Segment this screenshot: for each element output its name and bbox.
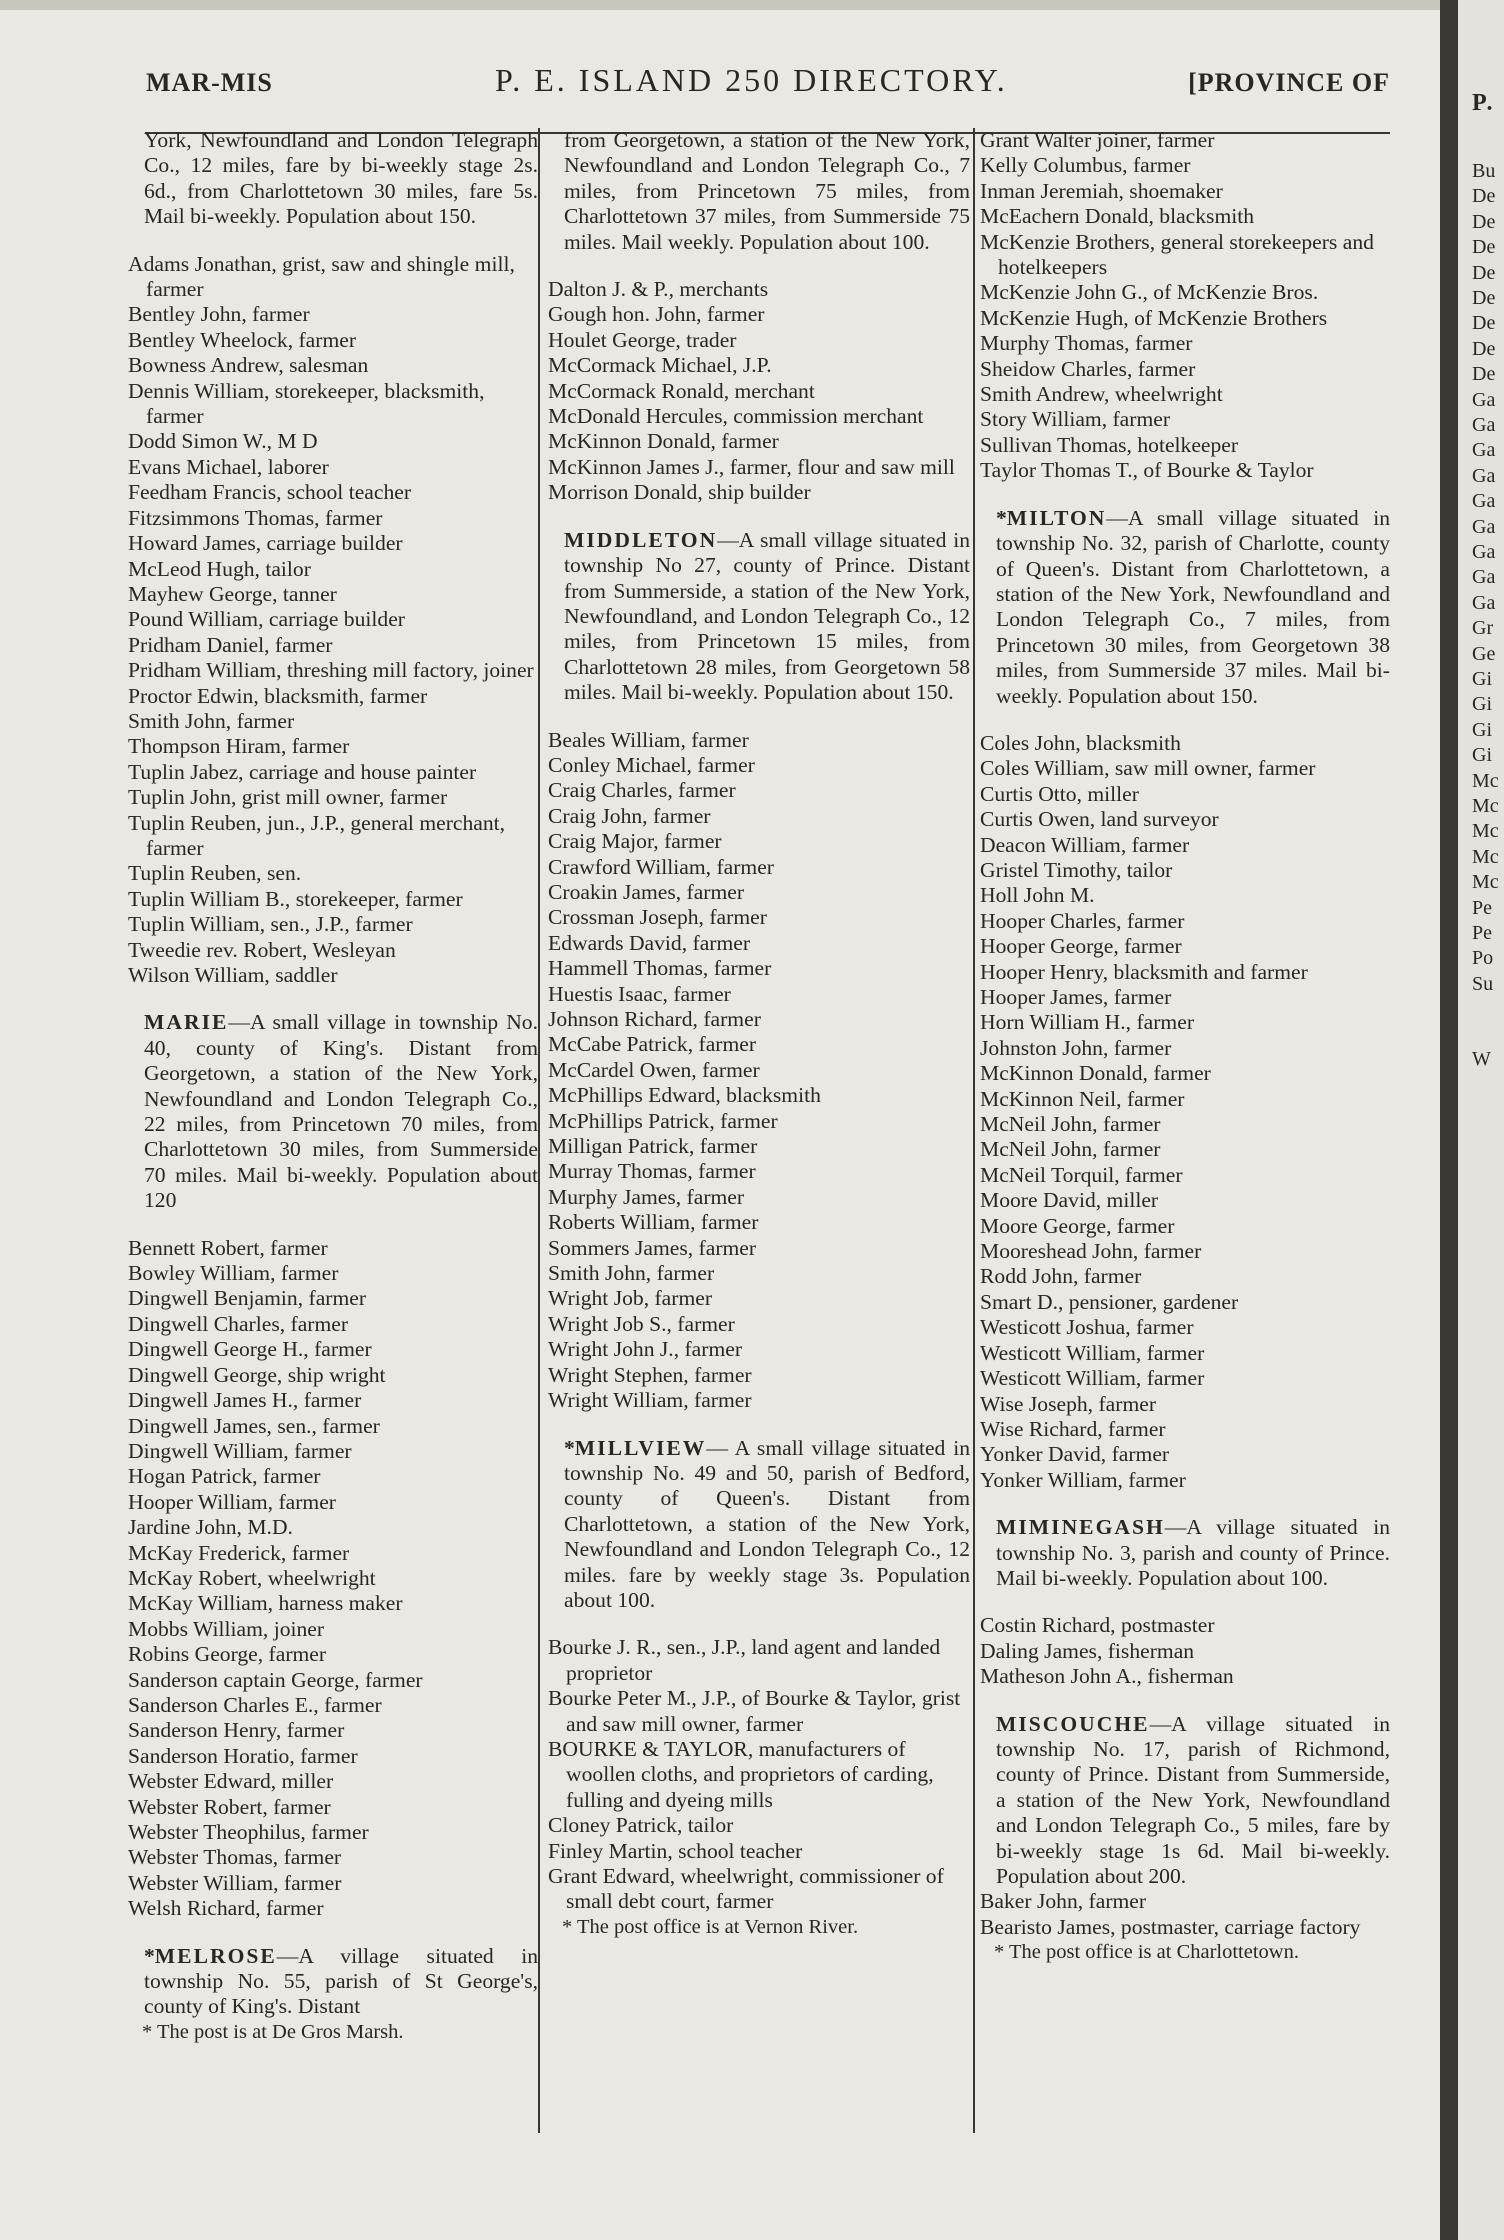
next-page-line: De: [1472, 236, 1496, 259]
list-item: Webster William, farmer: [128, 1870, 342, 1895]
list-item: Adams Jonathan, grist, saw and shingle mill, farmer: [128, 251, 515, 302]
list-item: Smith John, farmer: [128, 708, 295, 733]
list-item: Moore David, miller: [980, 1188, 1159, 1213]
list-item: McLeod Hugh, tailor: [128, 556, 311, 581]
footnote: * The post office is at Vernon River.: [562, 1915, 859, 1938]
list-item: Murphy Thomas, farmer: [980, 331, 1193, 356]
list-item: Murphy James, farmer: [548, 1184, 745, 1209]
post-office-marker: *: [144, 1943, 155, 1968]
place-name: MIDDLETON: [564, 527, 718, 552]
next-page-line: Gi: [1472, 744, 1492, 767]
list-item: Sanderson captain George, farmer: [128, 1667, 423, 1692]
list-item: Crawford William, farmer: [548, 854, 774, 879]
list-item: Cloney Patrick, tailor: [548, 1813, 734, 1838]
list-item: McKenzie Hugh, of McKenzie Brothers: [980, 305, 1328, 330]
list-item: Sanderson Charles E., farmer: [128, 1692, 382, 1717]
next-page-line: De: [1472, 287, 1496, 309]
next-page-line: Ga: [1472, 515, 1496, 538]
list-item: Webster Edward, miller: [128, 1769, 334, 1794]
list-item: McNeil John, farmer: [980, 1112, 1161, 1137]
header-title: P. E. ISLAND 250 DIRECTORY.: [495, 62, 1008, 98]
list-item: Webster Theophilus, farmer: [128, 1820, 369, 1844]
footnote: * The post is at De Gros Marsh.: [142, 2020, 404, 2043]
column-divider: [538, 128, 540, 2133]
list-item: McCardel Owen, farmer: [548, 1057, 760, 1082]
list-item: Dingwell James, sen., farmer: [128, 1413, 380, 1438]
list-item: Roberts William, farmer: [548, 1210, 759, 1235]
place-name: MILTON: [1006, 505, 1107, 530]
list-item: McKinnon Donald, farmer: [980, 1061, 1211, 1086]
list-item: Dingwell George, ship wright: [128, 1362, 386, 1387]
list-item: McKay William, harness maker: [128, 1591, 403, 1616]
list-item: Welsh Richard, farmer: [128, 1896, 324, 1921]
list-item: Proctor Edwin, blacksmith, farmer: [128, 683, 428, 708]
list-item: Webster Robert, farmer: [128, 1794, 331, 1819]
post-office-marker: *: [996, 505, 1007, 530]
list-item: Croakin James, farmer: [548, 879, 745, 904]
list-item: Wise Richard, farmer: [980, 1416, 1166, 1441]
list-item: Curtis Otto, miller: [980, 781, 1139, 806]
next-page-line: Ga: [1472, 566, 1496, 589]
list-item: Dingwell George H., farmer: [128, 1337, 372, 1362]
list-item: Dingwell Charles, farmer: [128, 1311, 349, 1336]
place-name: MILLVIEW: [574, 1435, 707, 1460]
place-name: MISCOUCHE: [996, 1711, 1150, 1736]
list-item: Sanderson Henry, farmer: [128, 1718, 345, 1743]
list-item: Pound William, carriage builder: [128, 607, 405, 632]
list-item: Smith Andrew, wheelwright: [980, 382, 1223, 407]
next-page-line: Ge: [1472, 642, 1496, 665]
place-miminegash: [980, 1515, 1390, 1591]
list-item: Wright William, farmer: [548, 1388, 752, 1413]
list-item: Grant Walter joiner, farmer: [980, 128, 1215, 152]
column-3: [980, 128, 1390, 1966]
list-item: Hooper William, farmer: [128, 1489, 336, 1514]
list-item: Hammell Thomas, farmer: [548, 956, 772, 981]
list-item: Wise Joseph, farmer: [980, 1391, 1157, 1416]
place-description: —A small village situated in township No. 32, parish of Charlotte, county of Queen's. Distant from Charlottetown, a station of the New York, Newfoundland and London Telegraph Co., 7 miles, from Princetown 30 miles, from Georgetown 38 miles, from Summerside 37 miles. Mail bi-weekly. Population about 150.: [996, 505, 1390, 708]
list-item: Gristel Timothy, tailor: [980, 857, 1173, 882]
list-item: Daling James, fisherman: [980, 1638, 1195, 1663]
entry-list: [980, 731, 1390, 1493]
list-item: Dodd Simon W., M D: [128, 429, 318, 454]
next-page-line: De: [1472, 210, 1496, 233]
list-item: Murray Thomas, farmer: [548, 1159, 756, 1184]
list-item: McPhillips Patrick, farmer: [548, 1108, 778, 1133]
list-item: Sheidow Charles, farmer: [980, 356, 1196, 381]
list-item: Dingwell Benjamin, farmer: [128, 1286, 367, 1311]
list-item: Sanderson Horatio, farmer: [128, 1743, 358, 1768]
list-item: Costin Richard, postmaster: [980, 1613, 1215, 1638]
list-item: Howard James, carriage builder: [128, 531, 403, 556]
list-item: Sullivan Thomas, hotelkeeper: [980, 432, 1239, 457]
list-item: Sommers James, farmer: [548, 1235, 757, 1260]
list-item: Bowley William, farmer: [128, 1261, 339, 1286]
place-description-continued: from Georgetown, a station of the New York, Newfoundland and London Telegraph Co., 7 miles, from Princetown 75 miles, from Charlottetown 37 miles, from Summerside 75 miles. Mail weekly. Population about 100.: [564, 128, 970, 254]
list-item: Pridham Daniel, farmer: [128, 632, 333, 657]
list-item: Robins George, farmer: [128, 1642, 327, 1667]
list-item: Tuplin Jabez, carriage and house painter: [128, 759, 477, 784]
place-description: — A small village situated in township No. 49 and 50, parish of Bedford, county of Queen's. Distant from Charlottetown, a station of the New York, Newfoundland and London Telegraph Co., 12 miles. fare by weekly stage 3s. Population about 100.: [564, 1435, 970, 1612]
list-item: Milligan Patrick, farmer: [548, 1134, 758, 1159]
list-item: Houlet George, trader: [548, 327, 737, 352]
next-page-line: Pe: [1472, 922, 1492, 944]
next-page-line: Gi: [1472, 718, 1492, 741]
list-item: Deacon William, farmer: [980, 832, 1190, 857]
next-page-line: Gr: [1472, 617, 1494, 640]
list-item: Baker John, farmer: [980, 1889, 1147, 1914]
list-item: Bowness Andrew, salesman: [128, 353, 369, 378]
list-item: McKinnon James J., farmer, flour and saw mill: [548, 454, 955, 479]
list-item: Taylor Thomas T., of Bourke & Taylor: [980, 458, 1314, 483]
list-item: Horn William H., farmer: [980, 1010, 1195, 1035]
list-item: McKinnon Donald, farmer: [548, 429, 779, 454]
entry-list: [128, 252, 538, 989]
list-item: Mobbs William, joiner: [128, 1616, 325, 1641]
list-item: McPhillips Edward, blacksmith: [548, 1083, 821, 1108]
place-description-continued: York, Newfoundland and London Telegraph Co., 12 miles, fare by bi-weekly stage 2s. 6d., from Charlottetown 30 miles, fare 5s. Mail bi-weekly. Population about 150.: [144, 128, 538, 229]
list-item: McKenzie Brothers, general storekeepers and hotelkeepers: [980, 229, 1374, 280]
place-name: MELROSE: [154, 1943, 277, 1968]
place-description: —A small village in township No. 40, county of King's. Distant from Georgetown, a station of the New York, Newfoundland and London Telegraph Co., 22 miles, from Princetown 70 miles, from Charlottetown 30 miles, from Summerside 70 miles. Mail bi-weekly. Population about 120: [144, 1010, 538, 1213]
list-item: Mayhew George, tanner: [128, 581, 337, 606]
entry-list: [548, 1635, 970, 1914]
list-item: Smith John, farmer: [548, 1261, 715, 1286]
list-item: Gough hon. John, farmer: [548, 302, 765, 327]
entry-list: [128, 1236, 538, 1922]
list-item: Tuplin Reuben, sen.: [128, 861, 302, 886]
next-page-line: Po: [1472, 947, 1494, 970]
place-description: —A village situated in township No. 55, parish of St George's, county of King's. Distant: [144, 1943, 538, 2019]
footnote: * The post office is at Charlottetown.: [994, 1941, 1299, 1964]
list-item: Morrison Donald, ship builder: [548, 480, 811, 505]
list-item: Coles John, blacksmith: [980, 730, 1181, 755]
list-item: BOURKE & TAYLOR, manufacturers of woollen cloths, and proprietors of carding, fulling and dyeing mills: [548, 1736, 934, 1812]
entry-list: [980, 128, 1390, 484]
list-item: Dalton J. & P., merchants: [548, 277, 769, 302]
next-page-line: Mc: [1472, 795, 1499, 817]
list-item: McCormack Ronald, merchant: [548, 378, 815, 403]
list-item: Edwards David, farmer: [548, 930, 751, 955]
list-item: Westicott Joshua, farmer: [980, 1315, 1194, 1340]
header-province: [PROVINCE OF: [1188, 68, 1390, 97]
list-item: Tuplin John, grist mill owner, farmer: [128, 785, 448, 810]
next-page-line: Gi: [1472, 693, 1492, 716]
list-item: Tuplin Reuben, jun., J.P., general merchant, farmer: [128, 810, 506, 860]
list-item: McNeil Torquil, farmer: [980, 1162, 1183, 1187]
list-item: Dingwell James H., farmer: [128, 1388, 362, 1413]
list-item: Holl John M.: [980, 883, 1095, 908]
list-item: Wright Stephen, farmer: [548, 1362, 752, 1387]
list-item: Conley Michael, farmer: [548, 752, 755, 777]
list-item: Craig Charles, farmer: [548, 778, 736, 803]
list-item: Bentley Wheelock, farmer: [128, 327, 357, 352]
list-item: Johnston John, farmer: [980, 1035, 1172, 1060]
list-item: McCormack Michael, J.P.: [548, 353, 772, 378]
next-page-line: Mc: [1472, 845, 1499, 868]
list-item: Bentley John, farmer: [128, 302, 310, 327]
list-item: Huestis Isaac, farmer: [548, 981, 731, 1006]
place-millview: [548, 1436, 970, 1614]
list-item: Tuplin William B., storekeeper, farmer: [128, 886, 463, 911]
list-item: Craig Major, farmer: [548, 829, 722, 854]
next-page-edge: [1458, 0, 1504, 2240]
next-page-line: De: [1472, 312, 1496, 335]
list-item: Craig John, farmer: [548, 803, 711, 828]
next-page-line: Bu: [1472, 160, 1496, 182]
list-item: Crossman Joseph, farmer: [548, 905, 767, 930]
list-item: Hooper James, farmer: [980, 985, 1172, 1009]
next-page-line: W: [1472, 1048, 1491, 1071]
list-item: McEachern Donald, blacksmith: [980, 204, 1255, 229]
list-item: Tuplin William, sen., J.P., farmer: [128, 912, 413, 937]
list-item: Yonker David, farmer: [980, 1442, 1170, 1467]
next-page-line: Mc: [1472, 820, 1499, 843]
entry-list: [980, 1889, 1390, 1940]
column-divider: [973, 128, 975, 2133]
next-page-line: Su: [1472, 972, 1494, 995]
next-page-line: De: [1472, 185, 1496, 208]
list-item: Westicott William, farmer: [980, 1366, 1205, 1391]
list-item: Bourke Peter M., J.P., of Bourke & Taylor, grist and saw mill owner, farmer: [548, 1686, 961, 1736]
next-page-line: Ga: [1472, 541, 1496, 563]
next-page-line: Ga: [1472, 439, 1496, 462]
next-page-line: Mc: [1472, 871, 1499, 894]
list-item: McKay Frederick, farmer: [128, 1540, 350, 1565]
list-item: Finley Martin, school teacher: [548, 1838, 803, 1863]
place-description: —A village situated in township No. 3, parish and county of Prince. Mail bi-weekly. Population about 100.: [996, 1515, 1390, 1590]
place-melrose: [128, 1944, 538, 2020]
list-item: Beales William, farmer: [548, 727, 749, 752]
page-header: [130, 60, 1410, 116]
list-item: Bennett Robert, farmer: [128, 1235, 328, 1260]
list-item: McNeil John, farmer: [980, 1137, 1161, 1162]
list-item: Grant Edward, wheelwright, commissioner of small debt court, farmer: [548, 1864, 944, 1914]
entry-list: [548, 277, 970, 506]
place-middleton: [548, 528, 970, 706]
list-item: Story William, farmer: [980, 407, 1171, 432]
list-item: McKay Robert, wheelwright: [128, 1565, 376, 1590]
list-item: Wright Job, farmer: [548, 1286, 713, 1311]
list-item: Rodd John, farmer: [980, 1264, 1142, 1289]
list-item: Matheson John A., fisherman: [980, 1664, 1234, 1689]
list-item: Johnson Richard, farmer: [548, 1007, 761, 1031]
list-item: Wilson William, saddler: [128, 963, 338, 987]
list-item: Fitzsimmons Thomas, farmer: [128, 505, 383, 530]
place-description: —A village situated in township No. 17, parish of Richmond, county of Prince. Distant from Summerside, a station of the New York, Newfoundland and London Telegraph Co., 5 miles, fare by bi-weekly stage 1s 6d. Mail bi-weekly. Population about 200.: [996, 1711, 1390, 1888]
next-page-line: Ga: [1472, 414, 1496, 436]
next-page-line: Ga: [1472, 490, 1496, 513]
list-item: McKinnon Neil, farmer: [980, 1086, 1185, 1111]
list-item: Webster Thomas, farmer: [128, 1845, 342, 1870]
list-item: McKenzie John G., of McKenzie Bros.: [980, 280, 1319, 305]
list-item: Pridham William, threshing mill factory, joiner: [128, 658, 534, 683]
list-item: Evans Michael, laborer: [128, 454, 329, 479]
book-gutter: [1440, 0, 1458, 2240]
list-item: Jardine John, M.D.: [128, 1515, 293, 1540]
list-item: Wright Job S., farmer: [548, 1311, 735, 1336]
list-item: Kelly Columbus, farmer: [980, 153, 1191, 178]
next-page-line: Ga: [1472, 388, 1496, 411]
list-item: Hooper George, farmer: [980, 934, 1182, 959]
list-item: Thompson Hiram, farmer: [128, 734, 350, 759]
list-item: Feedham Francis, school teacher: [128, 480, 412, 505]
list-item: Dennis William, storekeeper, blacksmith, farmer: [128, 378, 485, 429]
list-item: Smart D., pensioner, gardener: [980, 1289, 1239, 1314]
header-range: MAR-MIS: [146, 68, 273, 97]
list-item: Tweedie rev. Robert, Wesleyan: [128, 937, 396, 962]
next-page-line: De: [1472, 261, 1496, 284]
entry-list: [548, 728, 970, 1414]
list-item: McDonald Hercules, commission merchant: [548, 404, 924, 429]
next-page-line: De: [1472, 363, 1496, 386]
next-page-line: Mc: [1472, 769, 1499, 792]
next-page-line: Pe: [1472, 896, 1492, 919]
list-item: McCabe Patrick, farmer: [548, 1032, 757, 1057]
list-item: Coles William, saw mill owner, farmer: [980, 756, 1316, 781]
next-page-line: Gi: [1472, 668, 1492, 690]
list-item: Hooper Charles, farmer: [980, 908, 1185, 933]
place-name: MARIE: [144, 1010, 229, 1035]
list-item: Moore George, farmer: [980, 1213, 1175, 1238]
list-item: Westicott William, farmer: [980, 1340, 1205, 1365]
list-item: Hogan Patrick, farmer: [128, 1464, 321, 1489]
list-item: Mooreshead John, farmer: [980, 1239, 1202, 1264]
column-1: [128, 128, 538, 2045]
list-item: Yonker William, farmer: [980, 1467, 1186, 1492]
place-description: —A small village situated in township No 27, county of Prince. Distant from Summerside, a station of the New York, Newfoundland, and London Telegraph Co., 12 miles, from Princetown 15 miles, from Charlottetown 28 miles, from Georgetown 58 miles. Mail bi-weekly. Population about 150.: [564, 527, 970, 705]
next-page-line: Ga: [1472, 464, 1496, 487]
list-item: Bourke J. R., sen., J.P., land agent and landed proprietor: [548, 1635, 941, 1685]
place-miscouche: [980, 1712, 1390, 1890]
column-2: [548, 128, 970, 1940]
list-item: Hooper Henry, blacksmith and farmer: [980, 959, 1308, 984]
entry-list: [980, 1613, 1390, 1689]
place-marie: [128, 1010, 538, 1213]
next-page-line: De: [1472, 337, 1496, 360]
list-item: Wright John J., farmer: [548, 1337, 743, 1362]
place-name: MIMINEGASH: [996, 1515, 1165, 1540]
post-office-marker: *: [564, 1435, 575, 1460]
next-page-header: P.: [1472, 90, 1495, 116]
list-item: Dingwell William, farmer: [128, 1438, 352, 1463]
place-milton: [980, 506, 1390, 709]
list-item: Bearisto James, postmaster, carriage factory: [980, 1914, 1361, 1939]
next-page-line: Ga: [1472, 591, 1496, 614]
list-item: Curtis Owen, land surveyor: [980, 807, 1219, 832]
list-item: Inman Jeremiah, shoemaker: [980, 178, 1223, 203]
